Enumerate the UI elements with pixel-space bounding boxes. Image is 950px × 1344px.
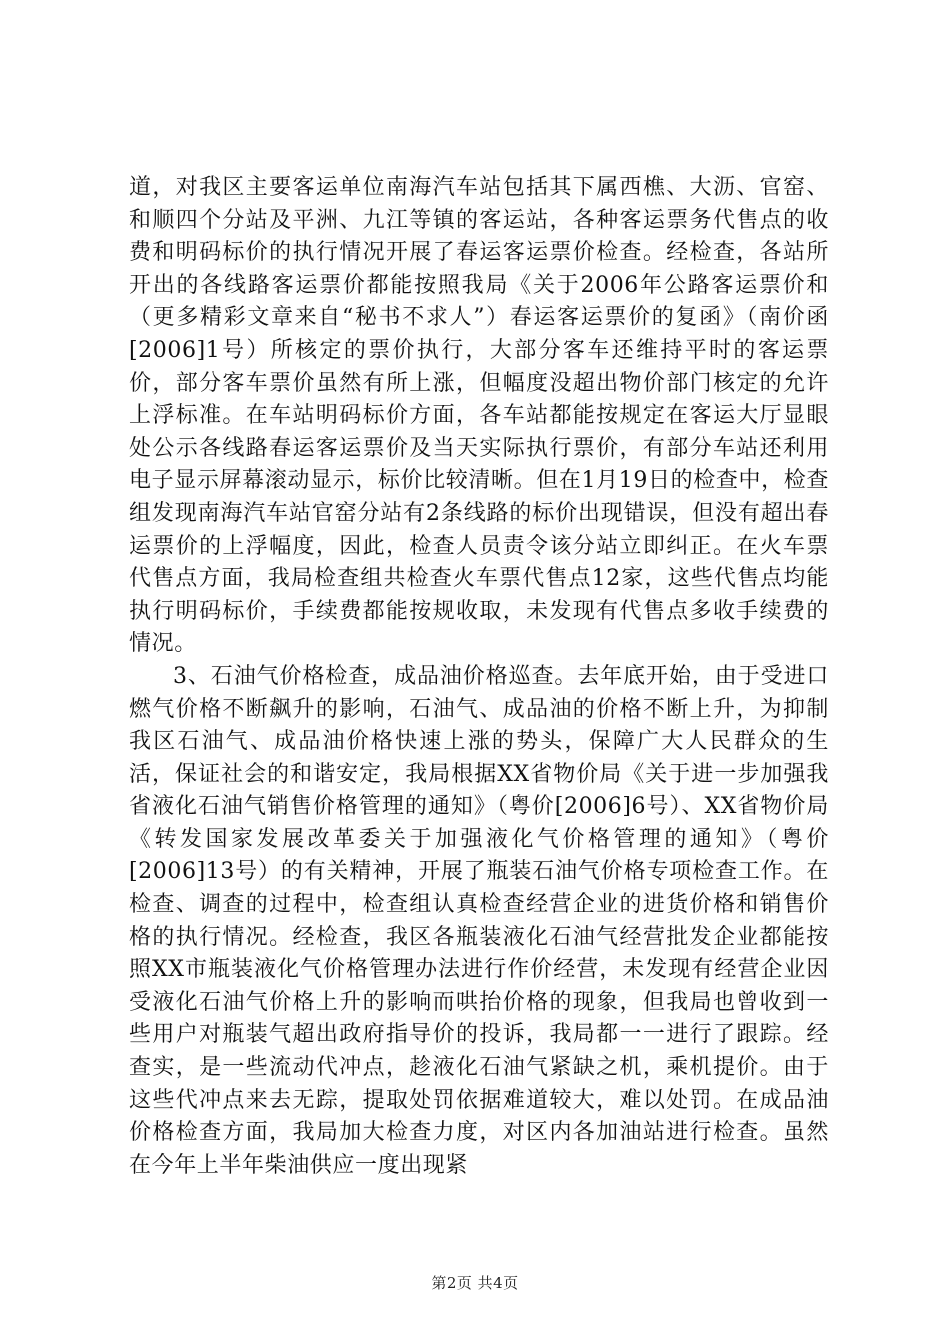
document-body bbox=[129, 172, 829, 1182]
paragraph-continuation: 道，对我区主要客运单位南海汽车站包括其下属西樵、大沥、官窑、和顺四个分站及平洲、九江等镇的客运站，各种客运票务代售点的收费和明码标价的执行情况开展了春运客运票价检查。经检查，各站所开出的各线路客运票价都能按照我局《关于2006年公路客运票价和（更多精彩文章来自“秘书不求人”）春运客运票价的复函》（南价函[2006]1号）所核定的票价执行，大部分客车还维持平时的客运票价，部分客车票价虽然有所上涨，但幅度没超出物价部门核定的允许上浮标准。在车站明码标价方面，各车站都能按规定在客运大厅显眼处公示各线路春运客运票价及当天实际执行票价，有部分车站还利用电子显示屏幕滚动显示，标价比较清晰。但在1月19日的检查中，检查组发现南海汽车站官窑分站有2条线路的标价出现错误，但没有超出春运票价的上浮幅度，因此，检查人员责令该分站立即纠正。在火车票代售点方面，我局检查组共检查火车票代售点12家，这些代售点均能执行明码标价，手续费都能按规收取，未发现有代售点多收手续费的情况。 bbox=[129, 175, 829, 657]
paragraph-section-3: 3、石油气价格检查，成品油价格巡查。去年底开始，由于受进口燃气价格不断飙升的影响，石油气、成品油的价格不断上升，为抑制我区石油气、成品油价格快速上涨的势头，保障广大人民群众的生活，保证社会的和谐安定，我局根据XX省物价局《关于进一步加强我省液化石油气销售价格管理的通知》（粤价[2006]6号）、XX省物价局《转发国家发展改革委关于加强液化气价格管理的通知》（粤价[2006]13号）的有关精神，开展了瓶装石油气价格专项检查工作。在检查、调查的过程中，检查组认真检查经营企业的进货价格和销售价格的执行情况。经检查，我区各瓶装液化石油气经营批发企业都能按照XX市瓶装液化气价格管理办法进行作价经营，未发现有经营企业因受液化石油气价格上升的影响而哄抬价格的现象，但我局也曾收到一些用户对瓶装气超出政府指导价的投诉，我局都一一进行了跟踪。经查实，是一些流动代冲点，趁液化石油气紧缺之机，乘机提价。由于这些代冲点来去无踪，提取处罚依据难道较大，难以处罚。在成品油价格检查方面，我局加大检查力度，对区内各加油站进行检查。虽然在今年上半年柴油供应一度出现紧 bbox=[129, 663, 829, 1178]
page-number-footer: 第2页 共4页 bbox=[431, 1274, 519, 1292]
